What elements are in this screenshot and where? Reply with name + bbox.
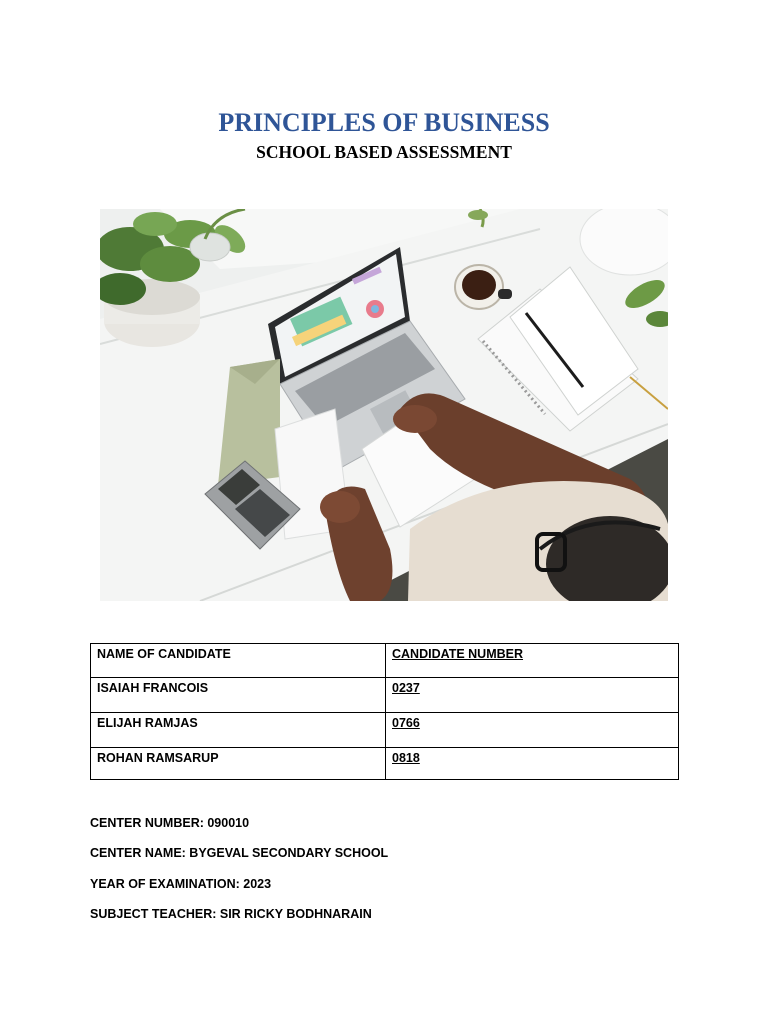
table-row bbox=[91, 748, 679, 780]
name-column-header: NAME OF CANDIDATE bbox=[91, 644, 386, 678]
candidate-number-cell bbox=[386, 748, 679, 780]
table-header-row bbox=[91, 644, 679, 678]
candidate-number: 0237 bbox=[392, 681, 420, 695]
document-subtitle: SCHOOL BASED ASSESSMENT bbox=[256, 142, 512, 162]
year-of-examination: YEAR OF EXAMINATION: 2023 bbox=[90, 877, 272, 891]
table-row bbox=[91, 713, 679, 748]
cover-photo bbox=[100, 209, 668, 601]
candidate-number-cell bbox=[386, 678, 679, 713]
center-number: CENTER NUMBER: 090010 bbox=[90, 816, 250, 830]
desk-photo-illustration bbox=[100, 209, 668, 601]
subject-teacher: SUBJECT TEACHER: SIR RICKY BODHNARAIN bbox=[90, 907, 372, 921]
candidate-name: ROHAN RAMSARUP bbox=[91, 748, 386, 780]
candidates-table bbox=[90, 643, 679, 780]
number-column-header-text: CANDIDATE NUMBER bbox=[392, 647, 524, 661]
table-row bbox=[91, 678, 679, 713]
candidate-number: 0766 bbox=[392, 716, 420, 730]
candidate-name: ELIJAH RAMJAS bbox=[91, 713, 386, 748]
document-title: PRINCIPLES OF BUSINESS bbox=[218, 108, 550, 137]
candidate-number: 0818 bbox=[392, 751, 420, 765]
number-column-header bbox=[386, 644, 679, 678]
candidate-name: ISAIAH FRANCOIS bbox=[91, 678, 386, 713]
candidate-number-cell bbox=[386, 713, 679, 748]
center-name: CENTER NAME: BYGEVAL SECONDARY SCHOOL bbox=[90, 846, 389, 860]
